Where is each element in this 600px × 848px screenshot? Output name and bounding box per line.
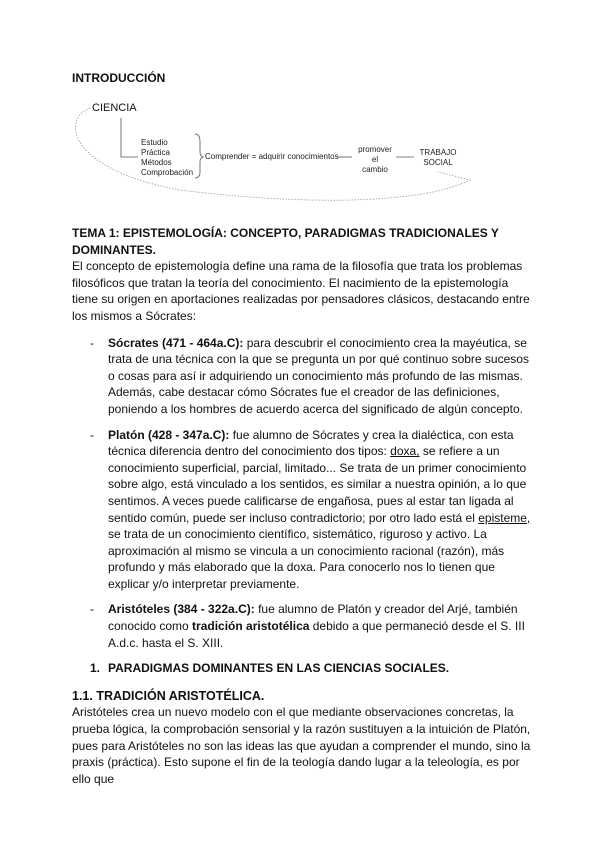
document-body bbox=[0, 225, 600, 807]
bullet-aristoteles bbox=[90, 601, 534, 651]
diagram-item: Métodos bbox=[141, 158, 172, 167]
last-paragraph: Aristóteles crea un nuevo modelo con el que mediante observaciones concretas, la prueba lógica, la comprobación sensorial y la razón sustituyen a la intuición de Platón, pues para Aristóteles no son las ideas las que ayudan a comprender el mundo, sino la praxis (práctica). Esto supone el fin de la teología dando lugar a la teleología, es por ello que bbox=[72, 705, 531, 786]
bullet-content bbox=[108, 335, 534, 418]
tema-title: TEMA 1: EPISTEMOLOGÍA: CONCEPTO, PARADIGMAS TRADICIONALES Y DOMINANTES. bbox=[72, 226, 499, 257]
diagram-lines bbox=[0, 0, 600, 220]
diagram-trabajo-line: TRABAJO bbox=[419, 148, 457, 157]
intro-paragraph: El concepto de epistemología define una rama de la filosofía que trata los problemas filosóficos que tratan la teoría del conocimiento. El nacimiento de la epistemología tiene su origen en aportaciones realizadas por pensadores clásicos, destacando entre los mismos a Sócrates: bbox=[72, 259, 530, 323]
bullet-text: fue alumno de Sócrates y crea la dialéctica, con esta técnica diferencia dentro del conocimiento dos tipos: bbox=[108, 427, 514, 459]
bullet-dash: - bbox=[90, 427, 94, 442]
term-episteme: episteme, bbox=[478, 510, 531, 525]
section1-heading bbox=[90, 660, 534, 677]
diagram-item: Estudio bbox=[141, 138, 168, 147]
diagram-item: Comprobación bbox=[141, 168, 194, 177]
bullet-content bbox=[108, 427, 534, 593]
diagram-trabajo-social bbox=[415, 148, 461, 168]
section1-number: 1. bbox=[90, 661, 101, 676]
diagram-ciencia: CIENCIA bbox=[92, 102, 137, 114]
bullet-socrates bbox=[90, 335, 534, 418]
intro-heading: INTRODUCCIÓN bbox=[72, 71, 166, 85]
section1-title: PARADIGMAS DOMINANTES EN LAS CIENCIAS SOCIALES. bbox=[108, 661, 450, 676]
bullet-text: debido a que permaneció desde el S. III A.d.c. hasta el S. XIII. bbox=[108, 619, 525, 650]
bullet-dash: - bbox=[90, 602, 94, 617]
section11-title: 1.1. TRADICIÓN ARISTOTÉLICA. bbox=[72, 688, 265, 703]
bullet-text: se refiere a un conocimiento superficial, parcial, limitado... Se trata de un primer conocimiento sobre algo, está vinculado a los sentidos, es similar a nuestra opinión, a lo que sentimos. A veces puede calificarse de engañosa, pues al estar tan ligada al sentido común, puede ser incluso contradictorio; por otro lado está el bbox=[108, 444, 527, 525]
diagram-comprender: Comprender = adquirir conocimientos bbox=[205, 152, 339, 161]
diagram-items bbox=[141, 138, 193, 178]
bullet-text: para descubrir el conocimiento crea la mayéutica, se trata de una técnica con la que se pregunta un por qué continuo sobre sucesos o cosas para así ir adquiriendo un conocimiento más profundo de las mismas. Además, cabe destacar cómo Sócrates fue el creador de las definiciones, poniendo a los hombres de acuerdo acerca del significado de algún concepto. bbox=[108, 335, 529, 416]
bullet-content bbox=[108, 601, 534, 651]
diagram-promover-line: cambio bbox=[362, 165, 388, 174]
diagram-promover bbox=[355, 145, 395, 175]
bullet-name: Platón (428 - 347a.C): bbox=[108, 427, 230, 442]
bullet-dash: - bbox=[90, 335, 94, 350]
bullet-name: Aristóteles (384 - 322a.C): bbox=[108, 602, 255, 617]
ciencia-diagram bbox=[0, 0, 600, 220]
intro-block bbox=[0, 0, 600, 225]
diagram-promover-line: promover bbox=[358, 145, 392, 154]
diagram-promover-line: el bbox=[371, 155, 379, 164]
bullet-platon bbox=[90, 427, 534, 593]
bullet-text: se trata de un conocimiento científico, sistemático, riguroso y activo. La aproximación al mismo se vincula a un conocimiento racional (razón), más profundo y más elaborado que la doxa. Para conocerlo nos lo tienen que explicar y/o interpretar previamente. bbox=[108, 527, 505, 591]
term-doxa: doxa, bbox=[390, 444, 420, 459]
bullet-name: Sócrates (471 - 464a.C): bbox=[108, 335, 244, 350]
diagram-item: Práctica bbox=[141, 148, 170, 157]
diagram-trabajo-line: SOCIAL bbox=[423, 158, 453, 167]
bullet-text: fue alumno de Platón y creador del Arjé, también conocido como bbox=[108, 602, 518, 634]
bullet-bold: tradición aristotélica bbox=[192, 619, 310, 634]
